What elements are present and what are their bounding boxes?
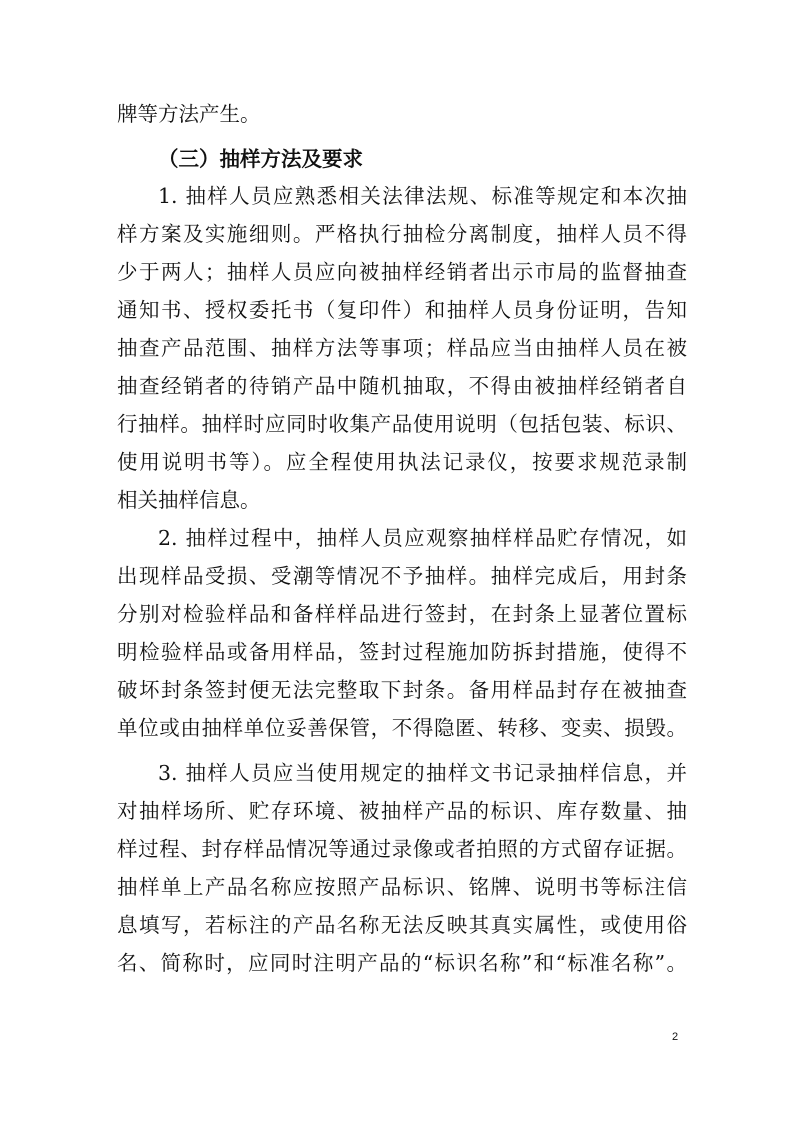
paragraph-line: 行抽样。抽样时应同时收集产品使用说明（包括包装、标识、 xyxy=(117,412,687,436)
paragraph-line: 2. 抽样过程中，抽样人员应观察抽样样品贮存情况，如 xyxy=(158,526,687,550)
paragraph-line: 分别对检验样品和备样样品进行签封，在封条上显著位置标 xyxy=(117,602,687,626)
paragraph-line: 通知书、授权委托书（复印件）和抽样人员身份证明，告知 xyxy=(117,298,687,322)
paragraph-line: 样方案及实施细则。严格执行抽检分离制度，抽样人员不得 xyxy=(117,222,687,246)
paragraph-line: 抽样单上产品名称应按照产品标识、铭牌、说明书等标注信 xyxy=(117,875,687,899)
paragraph-line: 名、简称时，应同时注明产品的“标识名称”和“标准名称”。 xyxy=(117,951,687,975)
paragraph-line: 样过程、封存样品情况等通过录像或者拍照的方式留存证据。 xyxy=(117,837,687,861)
paragraph-line: 出现样品受损、受潮等情况不予抽样。抽样完成后，用封条 xyxy=(117,564,687,588)
section-heading: （三）抽样方法及要求 xyxy=(158,147,363,171)
paragraph-line: 使用说明书等）。应全程使用执法记录仪，按要求规范录制 xyxy=(117,450,687,474)
paragraph-line: 对抽样场所、贮存环境、被抽样产品的标识、库存数量、抽 xyxy=(117,799,687,823)
paragraph-line: 少于两人；抽样人员应向被抽样经销者出示市局的监督抽查 xyxy=(117,260,687,284)
paragraph-line: 单位或由抽样单位妥善保管，不得隐匿、转移、变卖、损毁。 xyxy=(117,716,687,740)
paragraph-line: 3. 抽样人员应当使用规定的抽样文书记录抽样信息，并 xyxy=(158,761,687,785)
paragraph-line: 相关抽样信息。 xyxy=(117,488,261,512)
paragraph-line: 1. 抽样人员应熟悉相关法律法规、标准等规定和本次抽 xyxy=(158,184,687,208)
paragraph-line: 抽查产品范围、抽样方法等事项；样品应当由抽样人员在被 xyxy=(117,336,687,360)
paragraph-line: 抽查经销者的待销产品中随机抽取，不得由被抽样经销者自 xyxy=(117,374,687,398)
paragraph-line: 明检验样品或备用样品，签封过程施加防拆封措施，使得不 xyxy=(117,640,687,664)
page-number: 2 xyxy=(672,1031,679,1043)
paragraph-line: 破坏封条签封便无法完整取下封条。备用样品封存在被抽查 xyxy=(117,678,687,702)
paragraph-line: 息填写，若标注的产品名称无法反映其真实属性，或使用俗 xyxy=(117,913,687,937)
intro-line: 牌等方法产生。 xyxy=(117,102,261,126)
